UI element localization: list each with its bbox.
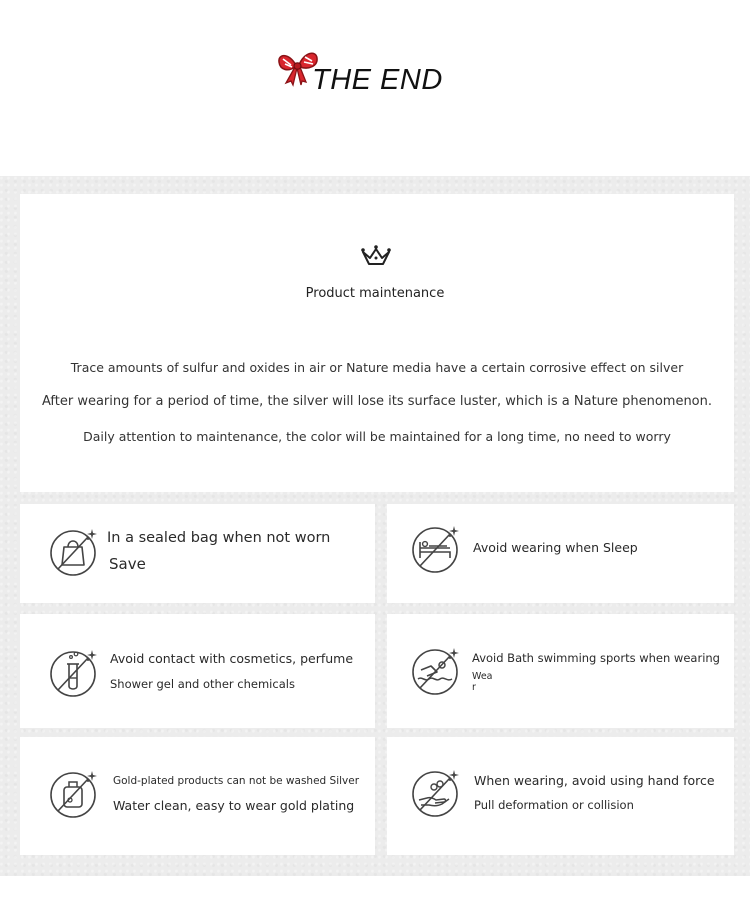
no-washing-icon <box>49 769 99 819</box>
tip-text: Pull deformation or collision <box>474 798 634 812</box>
tip-text: Wea <box>472 671 493 682</box>
no-cosmetics-icon <box>49 648 99 698</box>
tip-text: Save <box>109 555 146 573</box>
maintenance-paragraph: Trace amounts of sulfur and oxides in air or Nature media have a certain corrosive effect on silver <box>70 360 684 375</box>
tip-text: Gold-plated products can not be washed Silver <box>113 775 360 787</box>
tip-text: Water clean, easy to wear gold plating <box>113 798 355 813</box>
crown-icon <box>359 242 393 270</box>
tip-text: When wearing, avoid using hand force <box>474 773 715 788</box>
no-hand-force-icon <box>411 768 461 818</box>
tip-text: r <box>472 682 476 693</box>
tip-text: Avoid wearing when Sleep <box>473 540 638 555</box>
header-section <box>0 0 750 176</box>
tip-text: Avoid contact with cosmetics, perfume <box>110 651 354 666</box>
maintenance-paragraph: After wearing for a period of time, the silver will lose its surface luster, which is a Nature phenomenon. <box>41 394 713 409</box>
sealed-bag-icon <box>49 527 99 577</box>
maintenance-panel <box>20 194 734 492</box>
tip-text: Avoid Bath swimming sports when wearing <box>472 651 720 665</box>
tip-text: Shower gel and other chemicals <box>110 677 295 691</box>
maintenance-paragraph: Daily attention to maintenance, the color will be maintained for a long time, no need to worry <box>83 429 671 444</box>
no-swimming-icon <box>411 646 461 696</box>
no-sleep-icon <box>411 524 461 574</box>
the-end-title: THE END <box>312 64 443 96</box>
tip-text: In a sealed bag when not worn <box>107 530 331 546</box>
maintenance-title: Product maintenance <box>305 286 445 301</box>
